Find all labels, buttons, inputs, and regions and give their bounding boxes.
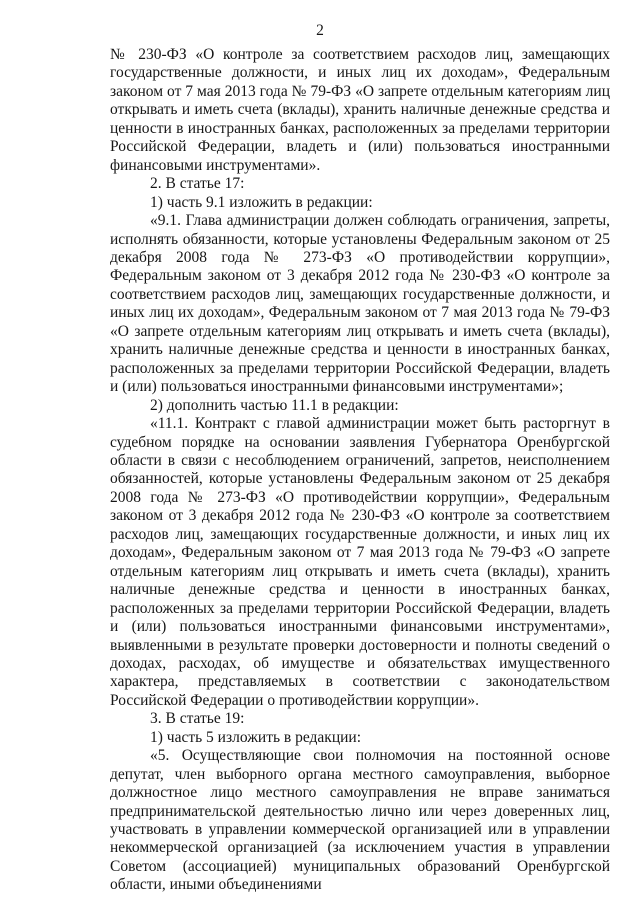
- paragraph-part-9-1-text: «9.1. Глава администрации должен соблюдать ограничения, запреты, исполнять обязанности, которые установлены Федеральным законом от 25 декабря 2008 года № 273-ФЗ «О противодействии коррупции», Федеральным законом от 3 декабря 2012 года № 230-ФЗ «О контроле за соответствием расходов лиц, замещающих государственные должности, и иных лиц их доходам», Федеральным законом от 7 мая 2013 года № 79-ФЗ «О запрете отдельным категориям лиц открывать и иметь счета (вклады), хранить наличные денежные средства и ценности в иностранных банках, расположенных за пределами территории Российской Федерации, владеть и (или) пользоваться иностранными финансовыми инструментами»;: [110, 212, 610, 396]
- paragraph-part-9-1-instruction: 1) часть 9.1 изложить в редакции:: [150, 193, 373, 211]
- paragraph-article-17-heading: 2. В статье 17:: [150, 175, 245, 193]
- paragraph-continuation: № 230-ФЗ «О контроле за соответствием расходов лиц, замещающих государственные должности, и иных лиц их доходам», Федеральным законом от 7 мая 2013 года № 79-ФЗ «О запрете отдельным категориям лиц открывать и иметь счета (вклады), хранить наличные денежные средства и ценности в иностранных банках, расположенных за пределами территории Российской Федерации, владеть и (или) пользоваться иностранными финансовыми инструментами».: [110, 46, 610, 174]
- paragraph-part-11-1-text: «11.1. Контракт с главой администрации может быть расторгнут в судебном порядке на основании заявления Губернатора Оренбургской области в связи с несоблюдением ограничений, запретов, неисполнением обязанностей, которые установлены Федеральным законом от 25 декабря 2008 года № 273-ФЗ «О противодействии коррупции», Федеральным законом от 3 декабря 2012 года № 230-ФЗ «О контроле за соответствием расходов лиц, замещающих государственные должности, и иных лиц их доходам», Федеральным законом от 7 мая 2013 года № 79-ФЗ «О запрете отдельным категориям лиц открывать и иметь счета (вклады), хранить наличные денежные средства и ценности в иностранных банках, расположенных за пределами территории Российской Федерации, владеть и (или) пользоваться иностранными финансовыми инструментами», выявленными в результате проверки достоверности и полноты сведений о доходах, расходах, об имуществе и обязательствах имущественного характера, представляемых в соответствии с законодательством Российской Федерации о противодействии коррупции».: [110, 415, 610, 709]
- paragraph-part-5-instruction: 1) часть 5 изложить в редакции:: [150, 728, 362, 746]
- paragraph-part-11-1-instruction: 2) дополнить частью 11.1 в редакции:: [150, 396, 399, 414]
- document-body: [110, 46, 610, 895]
- paragraph-article-19-heading: 3. В статье 19:: [150, 710, 245, 728]
- page-number: 2: [316, 22, 324, 39]
- paragraph-part-5-text: «5. Осуществляющие свои полномочия на постоянной основе депутат, член выборного органа местного самоуправления, выборное должностное лицо местного самоуправления не вправе заниматься предпринимательской деятельностью лично или через доверенных лиц, участвовать в управлении коммерческой организацией или в управлении некоммерческой организацией (за исключением участия в управлении Советом (ассоциацией) муниципальных образований Оренбургской области, иными объединениями: [110, 747, 610, 894]
